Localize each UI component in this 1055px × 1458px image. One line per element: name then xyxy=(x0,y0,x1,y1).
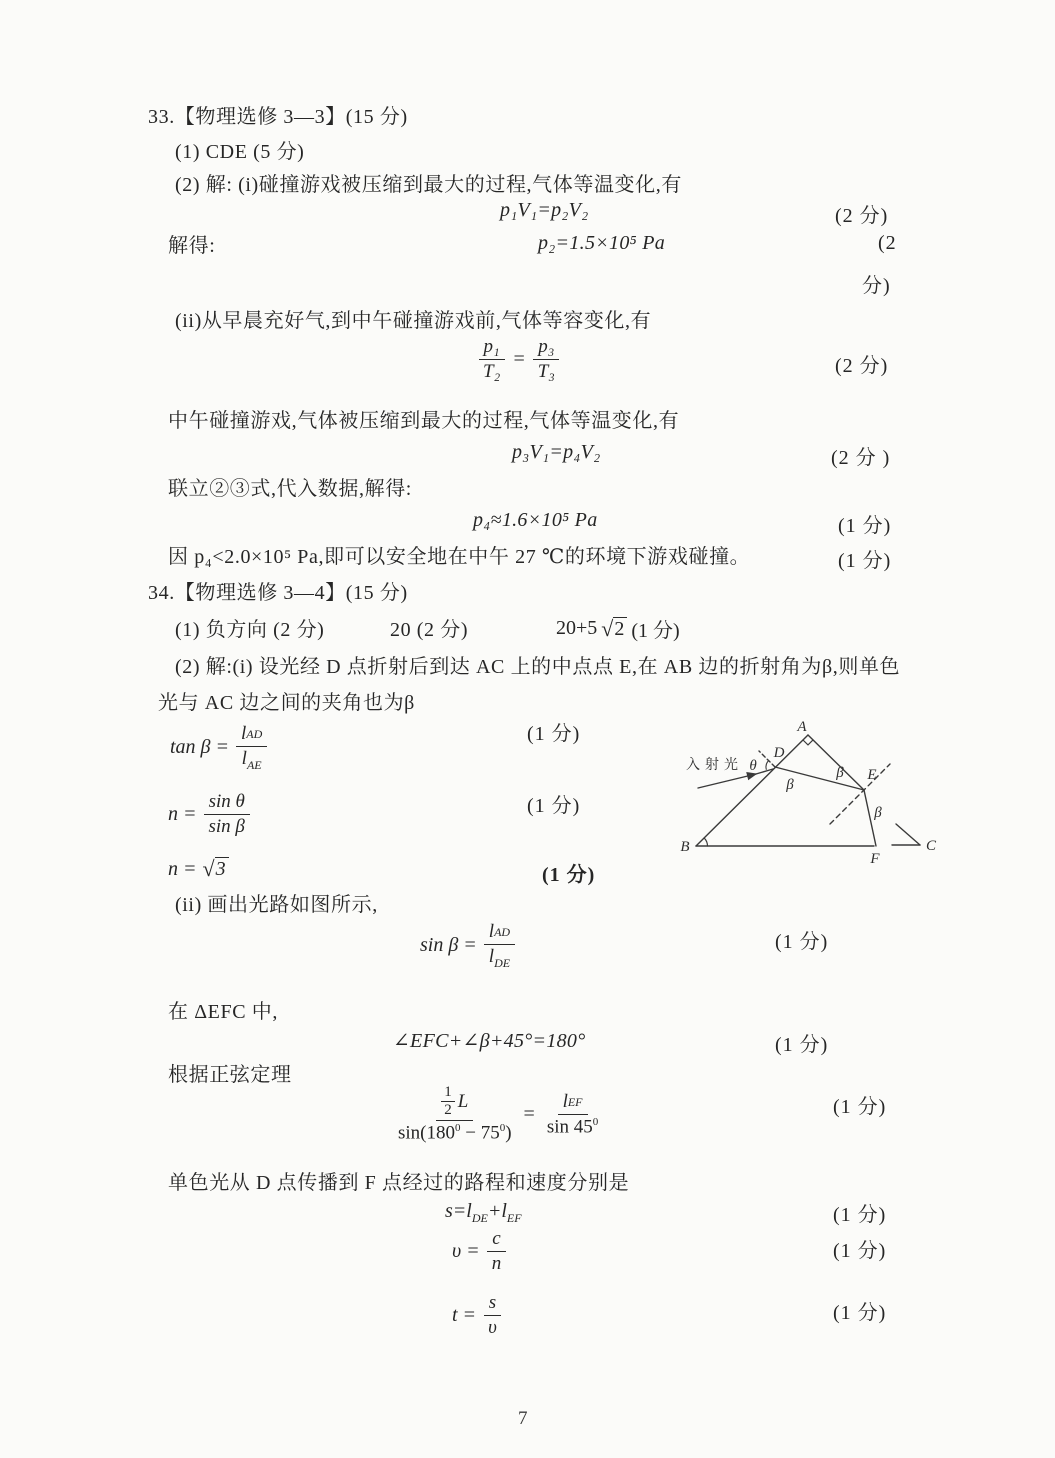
beta-label-2: β xyxy=(836,765,844,781)
theta-label: θ xyxy=(749,758,757,774)
answer-1c-value: 20+5 xyxy=(556,617,598,639)
q33-solve-label: 解得: xyxy=(168,235,216,257)
q34-sine-rule-label: 根据正弦定理 xyxy=(168,1064,292,1086)
one-half-fraction: 1 2 xyxy=(441,1085,455,1119)
beta-label-1: β xyxy=(786,777,794,793)
fraction-s-v: $\frac{s}{\upsilon}$ xyxy=(483,1292,502,1340)
fraction-c-n: $\frac{c}{n}$ xyxy=(487,1228,507,1276)
q33-step-ii: (ii)从早晨充好气,到中午碰撞游戏前,气体等容变化,有 xyxy=(175,310,652,332)
t-lhs: t = xyxy=(452,1304,477,1327)
q34-triangle-line: 在 ΔEFC 中, xyxy=(168,1001,278,1023)
q34-tan-equation xyxy=(170,723,267,772)
q33-equation-1: p₁V₁=p₂V₂ xyxy=(500,199,589,221)
q34-time-score: (1 分) xyxy=(833,1302,887,1324)
edge-EC-lower xyxy=(896,824,920,845)
q34-solution-line-2: 光与 AC 边之间的夹角也为β xyxy=(158,692,415,714)
q34-index-value-score: (1 分) xyxy=(542,864,596,886)
q34-solution-line-1: (2) 解:(i) 设光经 D 点折射后到达 AC 上的中点点 E,在 AB 边的折射角为β,则单色 xyxy=(175,656,901,678)
q33-equation-2-score-open: (2 xyxy=(878,232,897,254)
q33-conclusion-score: (1 分) xyxy=(838,550,892,572)
beta-label-3: β xyxy=(874,805,882,821)
fraction-halfL-sin105: 1 2 L $\sin(180^0 - 75^0)$ xyxy=(398,1084,512,1143)
q33-step-i: (2) 解: (i)碰撞游戏被压缩到最大的过程,气体等温变化,有 xyxy=(175,174,682,196)
q34-time-equation xyxy=(452,1292,502,1340)
q34-answer-1a: (1) 负方向 (2 分) xyxy=(175,619,325,641)
radical-sign: √ xyxy=(601,615,614,641)
q34-distance-score: (1 分) xyxy=(833,1204,887,1226)
q34-index-equation xyxy=(168,791,250,839)
fraction-p1-T2: $\frac{\text{p₁}}{\text{T₂}}$ xyxy=(478,336,505,384)
n-lhs: n = xyxy=(168,803,197,826)
q33-equation-4-score: (1 分) xyxy=(838,515,892,537)
vertex-label-B: B xyxy=(680,839,690,855)
point-label-F: F xyxy=(870,851,880,867)
fraction-p3-T3: $\frac{\text{p₃}}{\text{T₃}}$ xyxy=(533,336,560,384)
v-lhs: υ = xyxy=(452,1240,480,1263)
q34-answer-1b: 20 (2 分) xyxy=(390,619,469,641)
q33-equation-2-score-close: 分) xyxy=(862,275,891,297)
q33-equation-3-score: (2 分 ) xyxy=(831,447,891,469)
angle-arc-theta xyxy=(766,761,769,770)
q34-speed-score: (1 分) xyxy=(833,1240,887,1262)
q34-sine-rule-score: (1 分) xyxy=(833,1096,887,1118)
q34-sine-rule-equation xyxy=(393,1085,603,1144)
q34-tan-score: (1 分) xyxy=(527,723,581,745)
right-angle-mark-A xyxy=(803,740,813,745)
fraction-lAD-lAE: l AD $l_{AE}$ xyxy=(236,723,267,772)
q34-angle-equation: ∠EFC+∠β+45°=180° xyxy=(393,1030,586,1052)
q34-step-ii: (ii) 画出光路如图所示, xyxy=(175,894,378,916)
radical-sign: √ xyxy=(202,856,215,881)
point-label-D: D xyxy=(773,745,785,761)
q33-equation-1-score: (2 分) xyxy=(835,205,889,227)
vertex-label-A: A xyxy=(797,719,807,735)
tan-lhs: tan β = xyxy=(170,736,230,759)
q34-sin-score: (1 分) xyxy=(775,931,829,953)
q34-index-value xyxy=(168,857,229,881)
q33-answer-1: (1) CDE (5 分) xyxy=(175,141,305,163)
edge-AE xyxy=(808,735,864,790)
q33-noon-line: 中午碰撞游戏,气体被压缩到最大的过程,气体等温变化,有 xyxy=(168,410,680,432)
q33-isochoric-equation xyxy=(478,336,560,384)
fraction-lEF-sin45: l EF $\sin 45^0$ xyxy=(546,1090,599,1138)
q34-path-line: 单色光从 D 点传播到 F 点经过的路程和速度分别是 xyxy=(168,1172,630,1194)
fraction-lAD-lDE: l AD $l_{DE}$ xyxy=(484,921,515,970)
q34-heading: 34.【物理选修 3—4】(15 分) xyxy=(148,582,408,604)
q33-combine-line: 联立②③式,代入数据,解得: xyxy=(168,478,412,500)
point-label-E: E xyxy=(867,767,877,783)
q34-sin-equation xyxy=(420,921,515,970)
q34-angle-equation-score: (1 分) xyxy=(775,1034,829,1056)
answer-1c-score: (1 分) xyxy=(631,620,680,642)
incident-light-label: 入射光 xyxy=(686,758,743,773)
sqrt-2-radical: √ 2 xyxy=(601,617,627,641)
q33-heading: 33.【物理选修 3—3】(15 分) xyxy=(148,106,408,128)
q33-conclusion: 因 p₄<2.0×10⁵ Pa,即可以安全地在中午 27 ℃的环境下游戏碰撞。 xyxy=(168,546,751,568)
sin-lhs: sin β = xyxy=(420,934,477,957)
q33-isochoric-score: (2 分) xyxy=(835,355,889,377)
page-number: 7 xyxy=(518,1408,528,1429)
q34-speed-equation xyxy=(452,1228,506,1276)
q34-answer-1c xyxy=(556,614,680,643)
light-path-diagram xyxy=(658,700,958,870)
vertex-label-C: C xyxy=(925,838,937,854)
n-value-lhs: n = xyxy=(168,857,197,880)
equals-sign: = xyxy=(523,1103,535,1126)
q34-index-score: (1 分) xyxy=(527,795,581,817)
q33-equation-3: p₃V₁=p₄V₂ xyxy=(512,441,601,463)
q34-distance-equation: $s=l_{DE}+l_{EF}$ xyxy=(445,1200,522,1225)
equals-sign: = xyxy=(512,348,526,371)
q33-equation-2: p₂=1.5×10⁵ Pa xyxy=(538,232,666,254)
q33-equation-4: p₄≈1.6×10⁵ Pa xyxy=(473,509,598,531)
angle-arc-B xyxy=(704,838,707,846)
fraction-sin-theta-sin-beta: $\frac{\text{sin θ}}{\text{sin β}}$ xyxy=(204,791,250,839)
sqrt-3-radical: √ 3 xyxy=(203,857,229,881)
incident-ray xyxy=(698,774,756,788)
